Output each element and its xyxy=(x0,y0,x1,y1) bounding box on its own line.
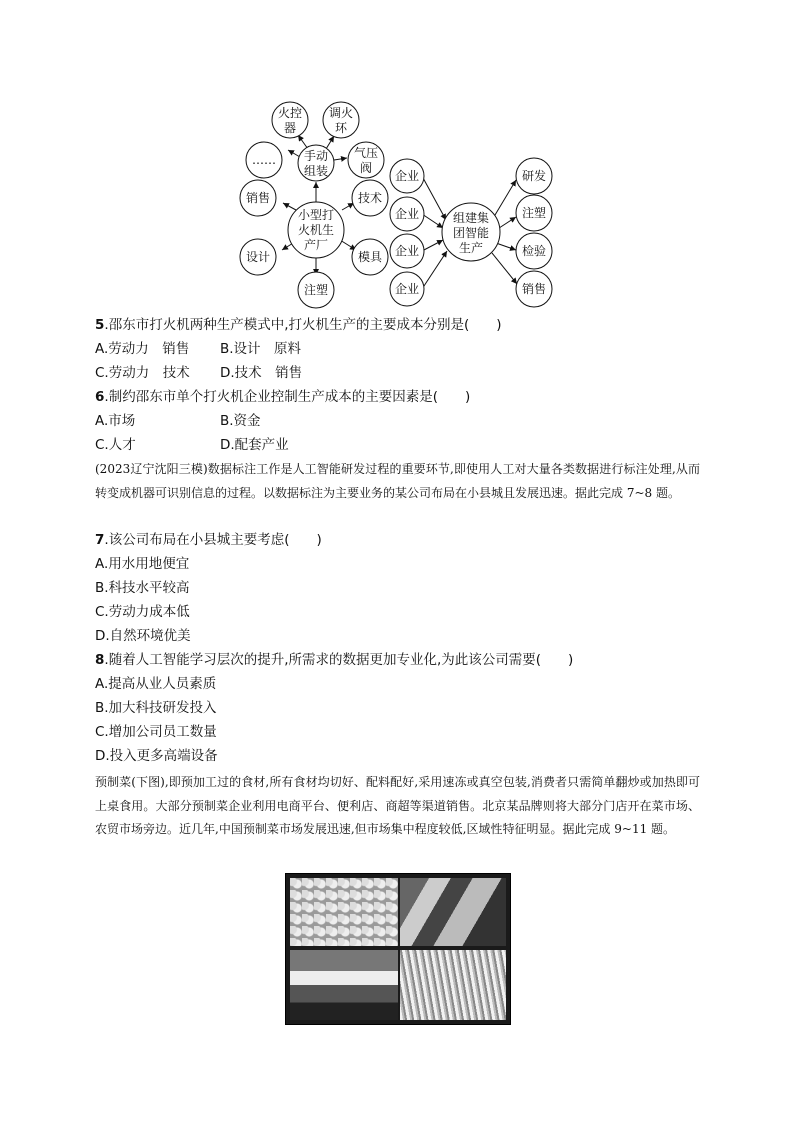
q8-option-b: B.加大科技研发投入 xyxy=(95,700,217,716)
label-mold: 模具 xyxy=(357,250,383,264)
q8-option-d: D.投入更多高端设备 xyxy=(95,748,218,764)
question-7-text: .该公司布局在小县城主要考虑( ) xyxy=(104,532,322,548)
question-5-number: 5 xyxy=(95,317,105,333)
question-8-number: 8 xyxy=(95,652,105,668)
label-enterprise-3: 企业 xyxy=(394,244,420,258)
prepared-dishes-photo xyxy=(285,873,511,1025)
label-pressure-line1: 气压 xyxy=(353,146,379,160)
question-5-text: .邵东市打火机两种生产模式中,打火机生产的主要成本分别是( ) xyxy=(104,317,502,333)
passage-data-labeling: (2023辽宁沈阳三模)数据标注工作是人工智能研发过程的重要环节,即使用人工对大量各类数据进行标注处理,从而转变成机器可识别信息的过程。以数据标注为主要业务的某公司布局在小县城且发展迅速。据此完成 7~8 题。 xyxy=(95,462,700,500)
q7-option-c: C.劳动力成本低 xyxy=(95,604,190,620)
label-inspection: 检验 xyxy=(521,244,547,258)
label-group-line2: 团智能 xyxy=(452,226,490,240)
label-dots: …… xyxy=(252,153,276,167)
label-center-line3: 产厂 xyxy=(303,238,329,252)
label-enterprise-2: 企业 xyxy=(394,207,420,221)
label-manual-line1: 手动 xyxy=(303,149,329,163)
question-7-number: 7 xyxy=(95,532,105,548)
label-center-line2: 火机生 xyxy=(297,223,335,237)
label-ring-line1: 调火 xyxy=(328,106,354,120)
question-7 xyxy=(95,531,322,549)
question-8-text: .随着人工智能学习层次的提升,所需求的数据更加专业化,为此该公司需要( ) xyxy=(104,652,574,668)
label-design: 设计 xyxy=(245,250,271,264)
q8-option-a: A.提高从业人员素质 xyxy=(95,676,217,692)
label-group-line1: 组建集 xyxy=(452,211,490,225)
question-5 xyxy=(95,316,502,334)
label-pressure-line2: 阀 xyxy=(359,161,373,175)
label-enterprise-1: 企业 xyxy=(394,169,420,183)
q6-option-d: D.配套产业 xyxy=(220,437,289,453)
question-6-text: .制约邵东市单个打火机企业控制生产成本的主要因素是( ) xyxy=(104,389,471,405)
q7-option-d: D.自然环境优美 xyxy=(95,628,191,644)
q6-option-b: B.资金 xyxy=(220,413,261,429)
passage-prepared-dishes: 预制菜(下图),即预加工过的食材,所有食材均切好、配料配好,采用速冻或真空包装,消费者只需简单翻炒或加热即可上桌食用。大部分预制菜企业利用电商平台、便利店、商超等渠道销售。北京某品牌则将大部分门店开在菜市场、农贸市场旁边。近几年,中国预制菜市场发展迅速,但市场集中程度较低,区域性特征明显。据此完成 9~11 题。 xyxy=(95,775,700,836)
q7-option-b: B.科技水平较高 xyxy=(95,580,190,596)
label-rd: 研发 xyxy=(521,169,547,183)
q6-option-c: C.人才 xyxy=(95,437,136,453)
q5-option-d: D.技术 销售 xyxy=(220,365,303,381)
label-fire-control-line2: 器 xyxy=(283,121,297,135)
label-manual-line2: 组装 xyxy=(303,164,329,178)
q8-option-c: C.增加公司员工数量 xyxy=(95,724,217,740)
label-injection-right: 注塑 xyxy=(521,206,547,220)
q6-option-a: A.市场 xyxy=(95,413,136,429)
label-center-line1: 小型打 xyxy=(297,208,335,222)
label-fire-control-line1: 火控 xyxy=(277,106,303,120)
question-8 xyxy=(95,651,573,669)
q5-option-b: B.设计 原料 xyxy=(220,341,302,357)
label-injection-left: 注塑 xyxy=(303,283,329,297)
question-6-number: 6 xyxy=(95,389,105,405)
q5-option-a: A.劳动力 销售 xyxy=(95,341,190,357)
label-group-line3: 生产 xyxy=(458,241,484,255)
label-sales-right: 销售 xyxy=(521,282,547,296)
q7-option-a: A.用水用地便宜 xyxy=(95,556,190,572)
question-6 xyxy=(95,388,470,406)
production-mode-diagram xyxy=(0,0,794,320)
label-tech: 技术 xyxy=(357,191,383,205)
label-sales-left: 销售 xyxy=(245,191,271,205)
label-enterprise-4: 企业 xyxy=(394,282,420,296)
q5-option-c: C.劳动力 技术 xyxy=(95,365,190,381)
label-ring-line2: 环 xyxy=(334,121,348,135)
